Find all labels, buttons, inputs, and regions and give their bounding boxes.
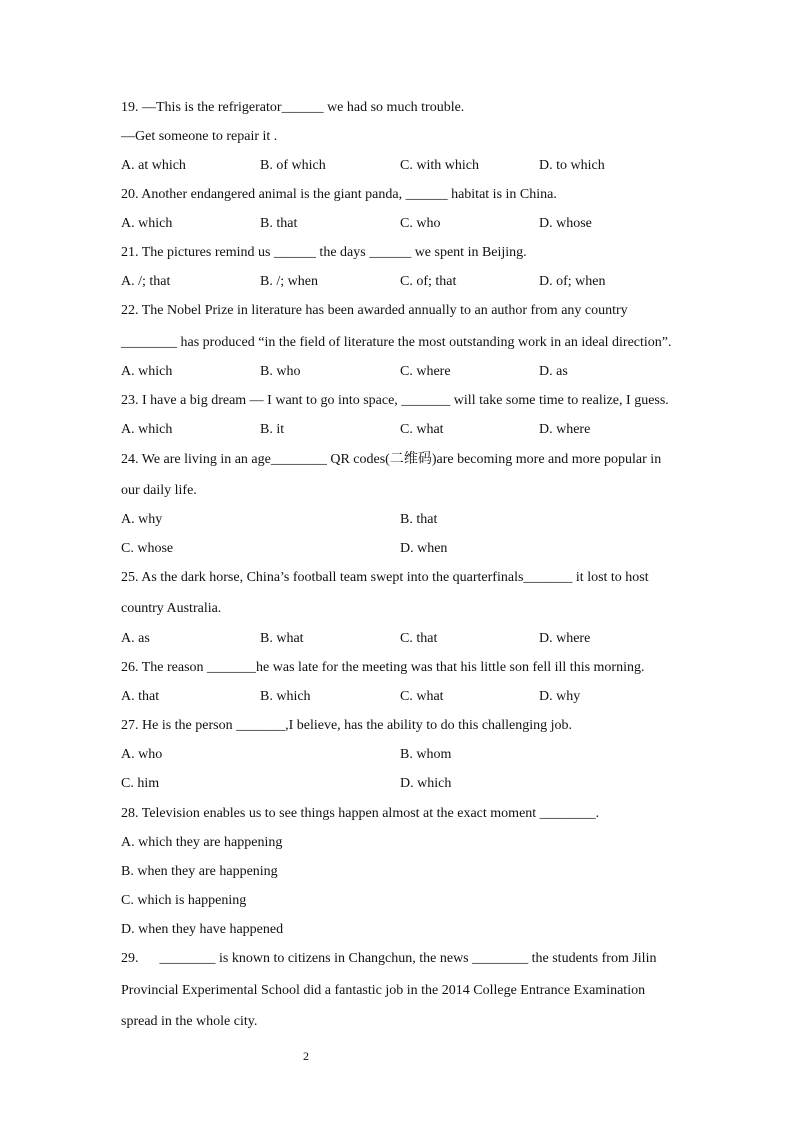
question-27-stem: 27. He is the person _______,I believe, has the ability to do this challenging job. [121,718,573,733]
option-b: B. /; when [260,274,318,289]
option-a: A. who [121,747,163,762]
question-24-options-row-1 [121,511,681,529]
option-d: D. where [539,422,591,437]
option-c: C. where [400,364,451,379]
option-c: C. of; that [400,274,457,289]
question-25-options [121,630,681,648]
option-b: B. whom [400,747,452,762]
option-b: B. that [260,216,298,231]
option-d: D. whose [539,216,592,231]
option-c: C. whose [121,541,174,556]
option-a: A. that [121,689,160,704]
option-b: B. of which [260,158,326,173]
question-26-stem: 26. The reason _______he was late for the meeting was that his little son fell ill this morning. [121,660,645,675]
question-29-stem-line-3: spread in the whole city. [121,1014,258,1029]
question-20-stem: 20. Another endangered animal is the giant panda, ______ habitat is in China. [121,187,557,202]
option-c: C. that [400,631,438,646]
page-number: 2 [303,1049,309,1063]
question-19-stem-line-2: —Get someone to repair it . [121,129,278,144]
option-d: D. to which [539,158,605,173]
option-a: A. which [121,422,173,437]
question-21-options [121,273,681,291]
option-a: A. at which [121,158,186,173]
option-b: B. who [260,364,301,379]
option-a: A. why [121,512,163,527]
option-b: B. what [260,631,304,646]
question-22-options [121,363,681,381]
option-d: D. which [400,776,452,791]
question-24-stem-line-2: our daily life. [121,483,197,498]
question-24-stem: 24. We are living in an age________ QR codes(二维码)are becoming more and more popular in [121,452,662,467]
option-d: D. why [539,689,581,704]
option-c: C. which is happening [121,893,247,908]
option-d: D. when they have happened [121,922,284,937]
option-a: A. which [121,364,173,379]
option-a: A. which they are happening [121,835,283,850]
question-26-options [121,688,681,706]
option-a: A. as [121,631,150,646]
option-c: C. him [121,776,160,791]
question-28-stem: 28. Television enables us to see things happen almost at the exact moment ________. [121,806,600,821]
question-24-options-row-2 [121,540,681,558]
option-b: B. when they are happening [121,864,278,879]
question-29-stem: 29. ________ is known to citizens in Changchun, the news ________ the students from Jilin [121,951,657,966]
question-22-stem-line-2: ________ has produced “in the field of literature the most outstanding work in an ideal direction”. [121,335,672,350]
question-27-options-row-2 [121,775,681,793]
question-25-stem: 25. As the dark horse, China’s football team swept into the quarterfinals_______ it lost to host [121,570,649,585]
option-d: D. where [539,631,591,646]
question-20-options [121,215,681,233]
question-22-stem: 22. The Nobel Prize in literature has been awarded annually to an author from any country [121,303,628,318]
option-a: A. /; that [121,274,171,289]
option-d: D. when [400,541,448,556]
option-c: C. who [400,216,441,231]
question-19-options [121,157,681,175]
question-29-stem-line-2: Provincial Experimental School did a fantastic job in the 2014 College Entrance Examination [121,983,646,998]
option-c: C. what [400,422,444,437]
question-23-stem: 23. I have a big dream — I want to go into space, _______ will take some time to realize, I guess. [121,393,669,408]
option-b: B. that [400,512,438,527]
question-27-options-row-1 [121,746,681,764]
option-b: B. which [260,689,311,704]
question-23-options [121,421,681,439]
option-c: C. what [400,689,444,704]
option-d: D. as [539,364,568,379]
question-25-stem-line-2: country Australia. [121,601,222,616]
option-b: B. it [260,422,285,437]
question-21-stem: 21. The pictures remind us ______ the days ______ we spent in Beijing. [121,245,527,260]
question-19-stem: 19. —This is the refrigerator______ we had so much trouble. [121,100,465,115]
option-a: A. which [121,216,173,231]
option-c: C. with which [400,158,479,173]
option-d: D. of; when [539,274,606,289]
